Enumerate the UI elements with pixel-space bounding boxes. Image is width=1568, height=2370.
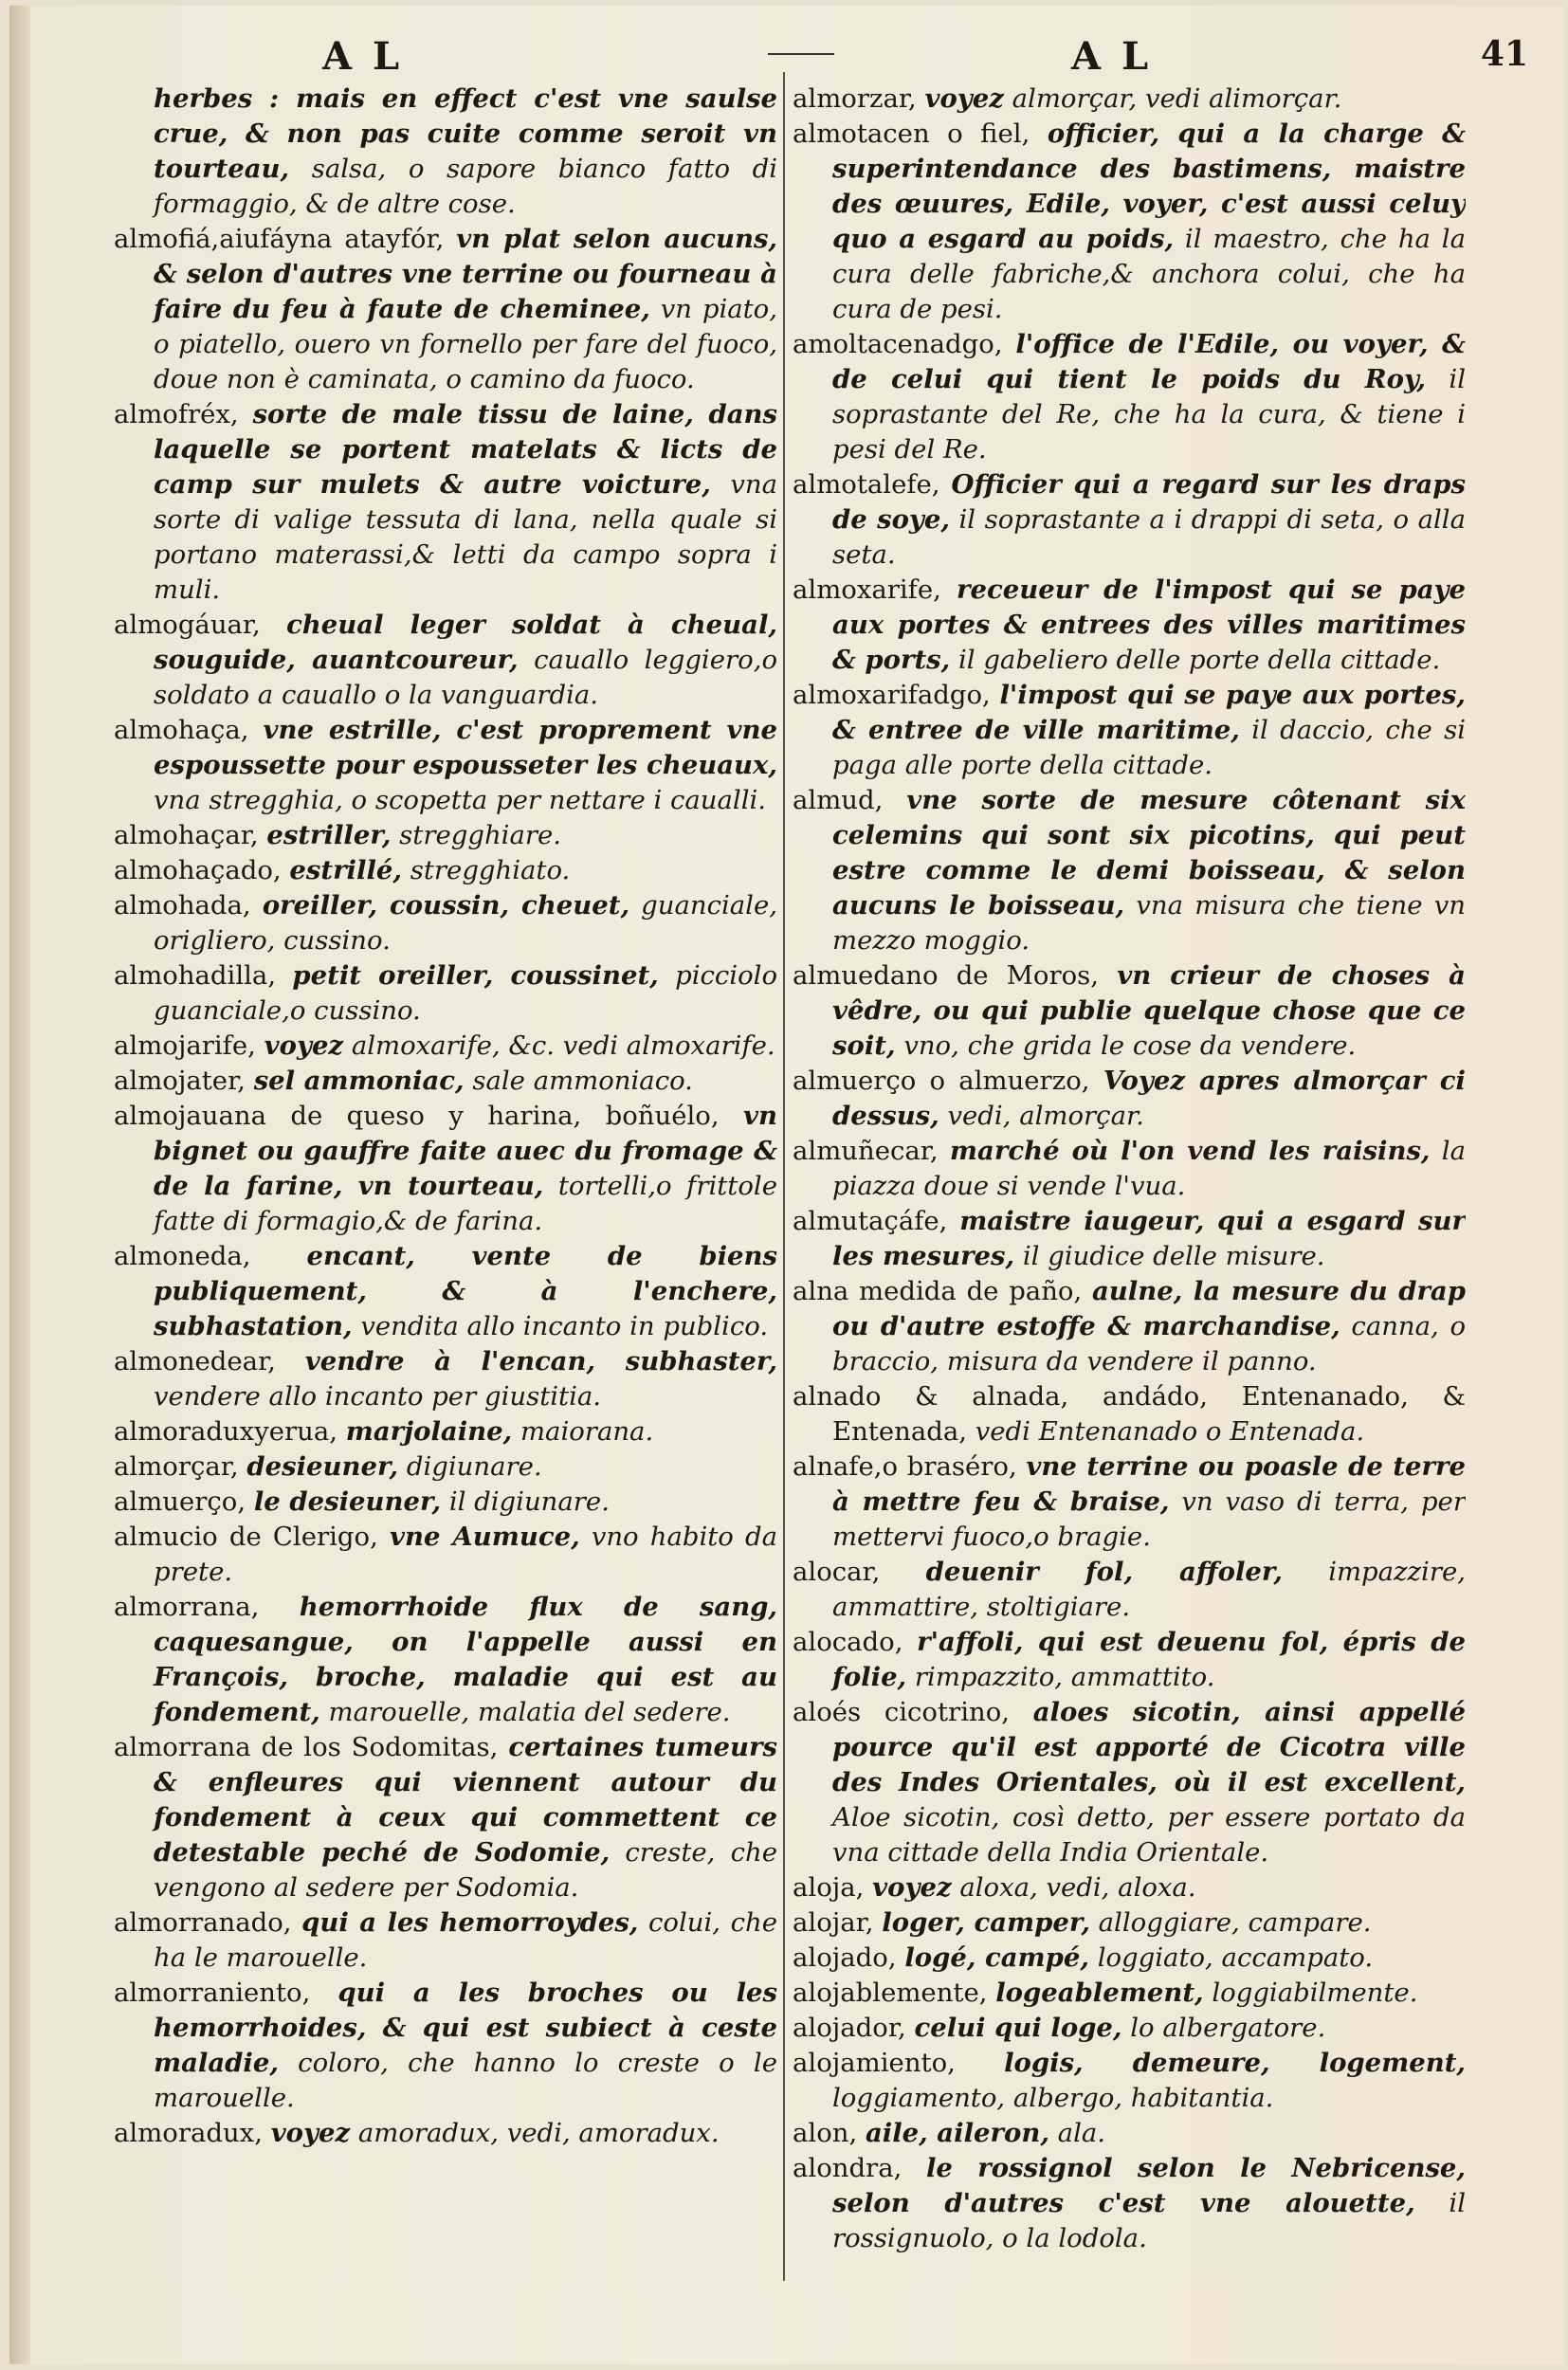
entry-italian: il daccio, che si paga alle porte della cittade. [832,715,1466,780]
dictionary-entry [114,1414,777,1449]
dictionary-entry [114,1905,777,1976]
entry-headword: almuedano de Moros, [793,960,1100,991]
entry-french: marché où l'on vend les raisins, [949,1136,1431,1166]
entry-italian: il digiunare. [448,1486,610,1517]
entry-french: le rossignol selon le Nebricense, selon d'autres c'est vne alouette, [832,2153,1466,2218]
page-binding-shadow [9,6,30,2364]
dictionary-entry [793,2046,1466,2116]
dictionary-entry [793,2116,1466,2151]
entry-headword: almogáuar, [114,610,261,640]
entry-french: voyez [872,1872,952,1903]
entry-french: estriller, [266,820,392,850]
running-header-right: AL [1071,34,1170,79]
dictionary-entry [793,1064,1466,1134]
entry-italian: stregghiato. [410,855,571,885]
entry-french: l'office de l'Edile, ou voyer, & de celui qui tient le poids du Roy, [832,329,1466,394]
dictionary-entry [114,82,777,222]
entry-italian: cauallo leggiero,o soldato a cauallo o la vanguardia. [154,645,777,710]
entry-headword: alocar, [793,1557,881,1587]
entry-french: petit oreiller, coussinet, [292,960,659,991]
dictionary-entry [114,1064,777,1099]
entry-french: maistre iaugeur, qui a esgard sur les mesures, [832,1206,1466,1271]
entry-italian: ala. [1057,2118,1105,2148]
entry-italian: il soprastante a i drappi di seta, o alla seta. [832,504,1466,570]
entry-french: logis, demeure, logement, [1004,2048,1466,2078]
entry-italian: almorçar, vedi alimorçar. [1012,83,1342,114]
entry-french: vne estrille, c'est proprement vne espoussette pour espousseter les cheuaux, [154,715,777,780]
entry-italian: il soprastante del Re, che ha la cura, & tiene i pesi del Re. [832,364,1466,465]
entry-french: aloes sicotin, ainsi appellé pource qu'il est apporté de Cicotra ville des Indes Orientales, où il est excellent, [832,1697,1466,1797]
dictionary-entry [793,2151,1466,2256]
entry-french: officier, qui a la charge & superintendance des bastimens, maistre des œuures, Edile, voyer, c'est aussi celuy quo a esgard au poids, [832,118,1466,254]
entry-italian: stregghiare. [399,820,562,850]
dictionary-page [9,6,1564,2364]
dictionary-entry [793,467,1466,573]
entry-italian: Aloe sicotin, così detto, per essere portato da vna cittade della India Orientale. [832,1802,1466,1868]
entry-headword: almutaçáfe, [793,1206,948,1236]
entry-french: logeablement, [995,1978,1204,2008]
entry-headword: almojater, [114,1066,246,1096]
entry-headword: alojamiento, [793,2048,956,2078]
entry-italian: marouelle, malatia del sedere. [328,1697,731,1727]
entry-italian: vedi Entenanado o Entenada. [975,1416,1365,1447]
entry-headword: almoraduxyerua, [114,1416,337,1447]
entry-italian: vn vaso di terra, per mettervi fuoco,o bragie. [832,1486,1466,1552]
entry-headword: amoltacenadgo, [793,329,1003,359]
entry-italian: aloxa, vedi, aloxa. [959,1872,1196,1903]
entry-italian: impazzire, ammattire, stoltigiare. [832,1557,1466,1622]
entry-italian: coloro, che hanno lo creste o le marouelle. [154,2048,777,2113]
entry-french: vne Aumuce, [389,1522,580,1552]
entry-french: herbes : mais en effect c'est vne saulse crue, & non pas cuite comme seroit vn tourteau, [154,83,777,184]
entry-headword: almorzar, [793,83,917,114]
entry-french: logé, campé, [904,1942,1089,1973]
entry-headword: alondra, [793,2153,903,2183]
dictionary-entry [114,1099,777,1239]
entry-italian: colui, che ha le marouelle. [154,1907,777,1973]
dictionary-entry [114,1239,777,1344]
entry-headword: almohaça, [114,715,249,745]
entry-french: voyez [270,2118,351,2148]
entry-italian: il maestro, che ha la cura delle fabriche,& anchora colui, che ha cura de pesi. [832,224,1466,324]
entry-french: vendre à l'encan, subhaster, [304,1346,777,1376]
entry-french: oreiller, coussin, cheuet, [262,890,630,921]
dictionary-entry [114,1344,777,1414]
dictionary-entry [793,1976,1466,2011]
entry-italian: vna misura che tiene vn mezzo moggio. [832,890,1466,956]
dictionary-entry [114,853,777,888]
entry-headword: almorrana, [114,1592,260,1622]
entry-headword: almoradux, [114,2118,263,2148]
entry-headword: alojablemente, [793,1978,988,2008]
entry-italian: il giudice delle misure. [1022,1241,1325,1271]
entry-italian: alloggiare, campare. [1098,1907,1372,1938]
entry-italian: amoradux, vedi, amoradux. [357,2118,720,2148]
dictionary-entry [793,783,1466,958]
dictionary-entry [114,1976,777,2116]
entry-headword: aloja, [793,1872,865,1903]
entry-headword: almotacen o fiel, [793,118,1030,149]
entry-french: vne sorte de mesure côtenant six celemins qui sont six picotins, qui peut estre comme le demi boisseau, & selon aucuns le boisseau, [832,785,1466,921]
dictionary-entry [114,713,777,818]
dictionary-entry [793,2011,1466,2046]
entry-headword: almud, [793,785,884,815]
entry-french: marjolaine, [345,1416,513,1447]
dictionary-entry [114,2116,777,2151]
entry-french: le desieuner, [253,1486,442,1517]
entry-french: deuenir fol, affoler, [925,1557,1283,1587]
entry-headword: almohaçar, [114,820,259,850]
entry-french: cheual leger soldat à cheual, souguide, auantcoureur, [154,610,777,675]
entry-italian: vendere allo incanto per giustitia. [154,1381,602,1412]
entry-french: vne terrine ou poasle de terre à mettre feu & braise, [832,1451,1466,1517]
header-dash [768,53,834,55]
entry-headword: alojador, [793,2013,906,2043]
dictionary-entry [793,1449,1466,1555]
entry-french: vn crieur de choses à vêdre, ou qui publie quelque chose que ce soit, [832,960,1466,1061]
entry-italian: loggiato, accampato. [1097,1942,1374,1973]
entry-italian: loggiabilmente. [1212,1978,1418,2008]
entry-french: Voyez apres almorçar ci dessus, [832,1066,1466,1131]
entry-headword: alna medida de paño, [793,1276,1083,1306]
entry-italian: picciolo guanciale,o cussino. [154,960,777,1026]
dictionary-entry [793,117,1466,327]
entry-french: hemorrhoide flux de sang, caquesangue, on l'appelle aussi en François, broche, maladie qui est au fondement, [154,1592,777,1727]
entry-headword: almohaçado, [114,855,282,885]
dictionary-entry [793,1905,1466,1941]
entry-headword: almojauana de queso y harina, boñuélo, [114,1101,720,1131]
entry-headword: almuñecar, [793,1136,939,1166]
entry-french: certaines tumeurs & enfleures qui viennent autour du fondement à ceux qui commettent ce detestable peché de Sodomie, [154,1732,777,1868]
entry-italian: lo albergatore. [1130,2013,1326,2043]
entry-headword: alon, [793,2118,858,2148]
entry-headword: almoneda, [114,1241,251,1271]
entry-italian: la piazza doue si vende l'vua. [832,1136,1466,1201]
page-number: 41 [1480,34,1528,74]
entry-italian: vna sorte di valige tessuta di lana, nella quale si portano materassi,& letti da campo sopra i muli. [154,469,777,605]
entry-italian: il rossignuolo, o la lodola. [832,2188,1466,2253]
entry-italian: guanciale, origliero, cussino. [154,890,777,956]
entry-italian: maiorana. [520,1416,654,1447]
entry-italian: digiunare. [406,1451,542,1482]
entry-headword: alojado, [793,1942,897,1973]
dictionary-entry [793,1134,1466,1204]
entry-italian: salsa, o sapore bianco fatto di formaggio, & de altre cose. [154,154,777,219]
entry-headword: aloés cicotrino, [793,1697,1010,1727]
dictionary-entry [114,1485,777,1520]
entry-headword: almohadilla, [114,960,277,991]
dictionary-entry [114,397,777,608]
dictionary-entry [114,818,777,853]
dictionary-entry [793,1941,1466,1976]
entry-headword: alnafe,o braséro, [793,1451,1017,1482]
entry-french: Officier qui a regard sur les draps de soye, [832,469,1466,535]
entry-italian: vna stregghia, o scopetta per nettare i caualli. [154,785,767,815]
entry-italian: rimpazzito, ammattito. [914,1662,1215,1692]
dictionary-entry [114,1590,777,1730]
entry-italian: vno habito da prete. [154,1522,777,1587]
dictionary-entry [114,1029,777,1064]
entry-headword: almoxarifadgo, [793,680,991,710]
entry-french: celui qui loge, [914,2013,1122,2043]
dictionary-entry [114,222,777,397]
entry-headword: almojarife, [114,1030,256,1061]
entry-french: estrillé, [289,855,402,885]
entry-french: loger, camper, [882,1907,1090,1938]
entry-french: encant, vente de biens publiquement, & à l'enchere, subhastation, [154,1241,777,1341]
entry-french: r'affoli, qui est deuenu fol, épris de folie, [832,1627,1466,1692]
entry-headword: almuerço, [114,1486,246,1517]
entry-italian: tortelli,o frittole fatte di formagio,& de farina. [154,1171,777,1236]
entry-italian: il gabeliero delle porte della cittade. [957,645,1441,675]
dictionary-entry [793,1274,1466,1379]
entry-italian: vedi, almorçar. [947,1101,1144,1131]
entry-french: vn bignet ou gauffre faite auec du fromage & de la farine, vn tourteau, [154,1101,777,1201]
dictionary-entry [793,678,1466,783]
entry-italian: vendita allo incanto in publico. [360,1311,769,1341]
entry-headword: alojar, [793,1907,874,1938]
dictionary-entry [114,608,777,713]
dictionary-entry [793,958,1466,1064]
entry-headword: almorrana de los Sodomitas, [114,1732,499,1762]
dictionary-entry [793,82,1466,117]
entry-french: sel ammoniac, [253,1066,465,1096]
left-column [114,82,777,2290]
entry-headword: almorranado, [114,1907,292,1938]
entry-french: receueur de l'impost qui se paye aux portes & entrees des villes maritimes & ports, [832,574,1466,675]
dictionary-entry [793,573,1466,678]
dictionary-entry [114,888,777,958]
right-column [793,82,1466,2290]
entry-italian: almoxarife, &c. vedi almoxarife. [351,1030,775,1061]
entry-french: qui a les hemorroydes, [301,1907,639,1938]
entry-headword: almorçar, [114,1451,239,1482]
entry-french: aulne, la mesure du drap ou d'autre estoffe & marchandise, [832,1276,1466,1341]
entry-french: aile, aileron, [865,2118,1049,2148]
dictionary-entry [793,327,1466,467]
dictionary-entry [793,1555,1466,1625]
entry-italian: creste, che vengono al sedere per Sodomia. [154,1837,777,1903]
entry-french: voyez [924,83,1004,114]
entry-french: sorte de male tissu de laine, dans laquelle se portent matelats & licts de camp sur mulets & autre voicture, [154,399,777,500]
entry-headword: almotalefe, [793,469,940,500]
entry-headword: almofréx, [114,399,239,429]
entry-italian: sale ammoniaco. [472,1066,693,1096]
entry-headword: alnado & alnada, andádo, Entenanado, & Entenada, [793,1381,1466,1447]
entry-headword: almoxarife, [793,574,941,605]
dictionary-entry [114,1730,777,1905]
entry-headword: almorraniento, [114,1978,311,2008]
entry-italian: vn piato, o piatello, ouero vn fornello per fare del fuoco, doue non è caminata, o camino da fuoco. [154,294,777,394]
dictionary-entry [793,1695,1466,1870]
entry-french: voyez [264,1030,344,1061]
dictionary-entry [114,1449,777,1485]
dictionary-entry [114,958,777,1029]
entry-headword: almucio de Clerigo, [114,1522,378,1552]
entry-italian: canna, o braccio, misura da vendere il panno. [832,1311,1466,1376]
entry-french: desieuner, [246,1451,399,1482]
entry-headword: almofiá,aiufáyna atayfór, [114,224,445,254]
entry-italian: loggiamento, albergo, habitantia. [832,2083,1274,2113]
entry-french: vn plat selon aucuns, & selon d'autres vne terrine ou fourneau à faire du feu à faute de cheminee, [154,224,777,324]
dictionary-entry [793,1204,1466,1274]
entry-headword: almohada, [114,890,251,921]
entry-french: qui a les broches ou les hemorrhoides, & qui est subiect à ceste maladie, [154,1978,777,2078]
dictionary-entry [793,1625,1466,1695]
entry-headword: alocado, [793,1627,903,1657]
dictionary-entry [793,1870,1466,1905]
entry-italian: vno, che grida le cose da vendere. [903,1030,1357,1061]
column-divider [783,72,785,2281]
dictionary-entry [793,1379,1466,1449]
dictionary-entry [114,1520,777,1590]
entry-headword: almonedear, [114,1346,276,1376]
running-header-left: AL [322,34,421,79]
entry-headword: almuerço o almuerzo, [793,1066,1090,1096]
entry-french: l'impost qui se paye aux portes, & entree de ville maritime, [832,680,1466,745]
